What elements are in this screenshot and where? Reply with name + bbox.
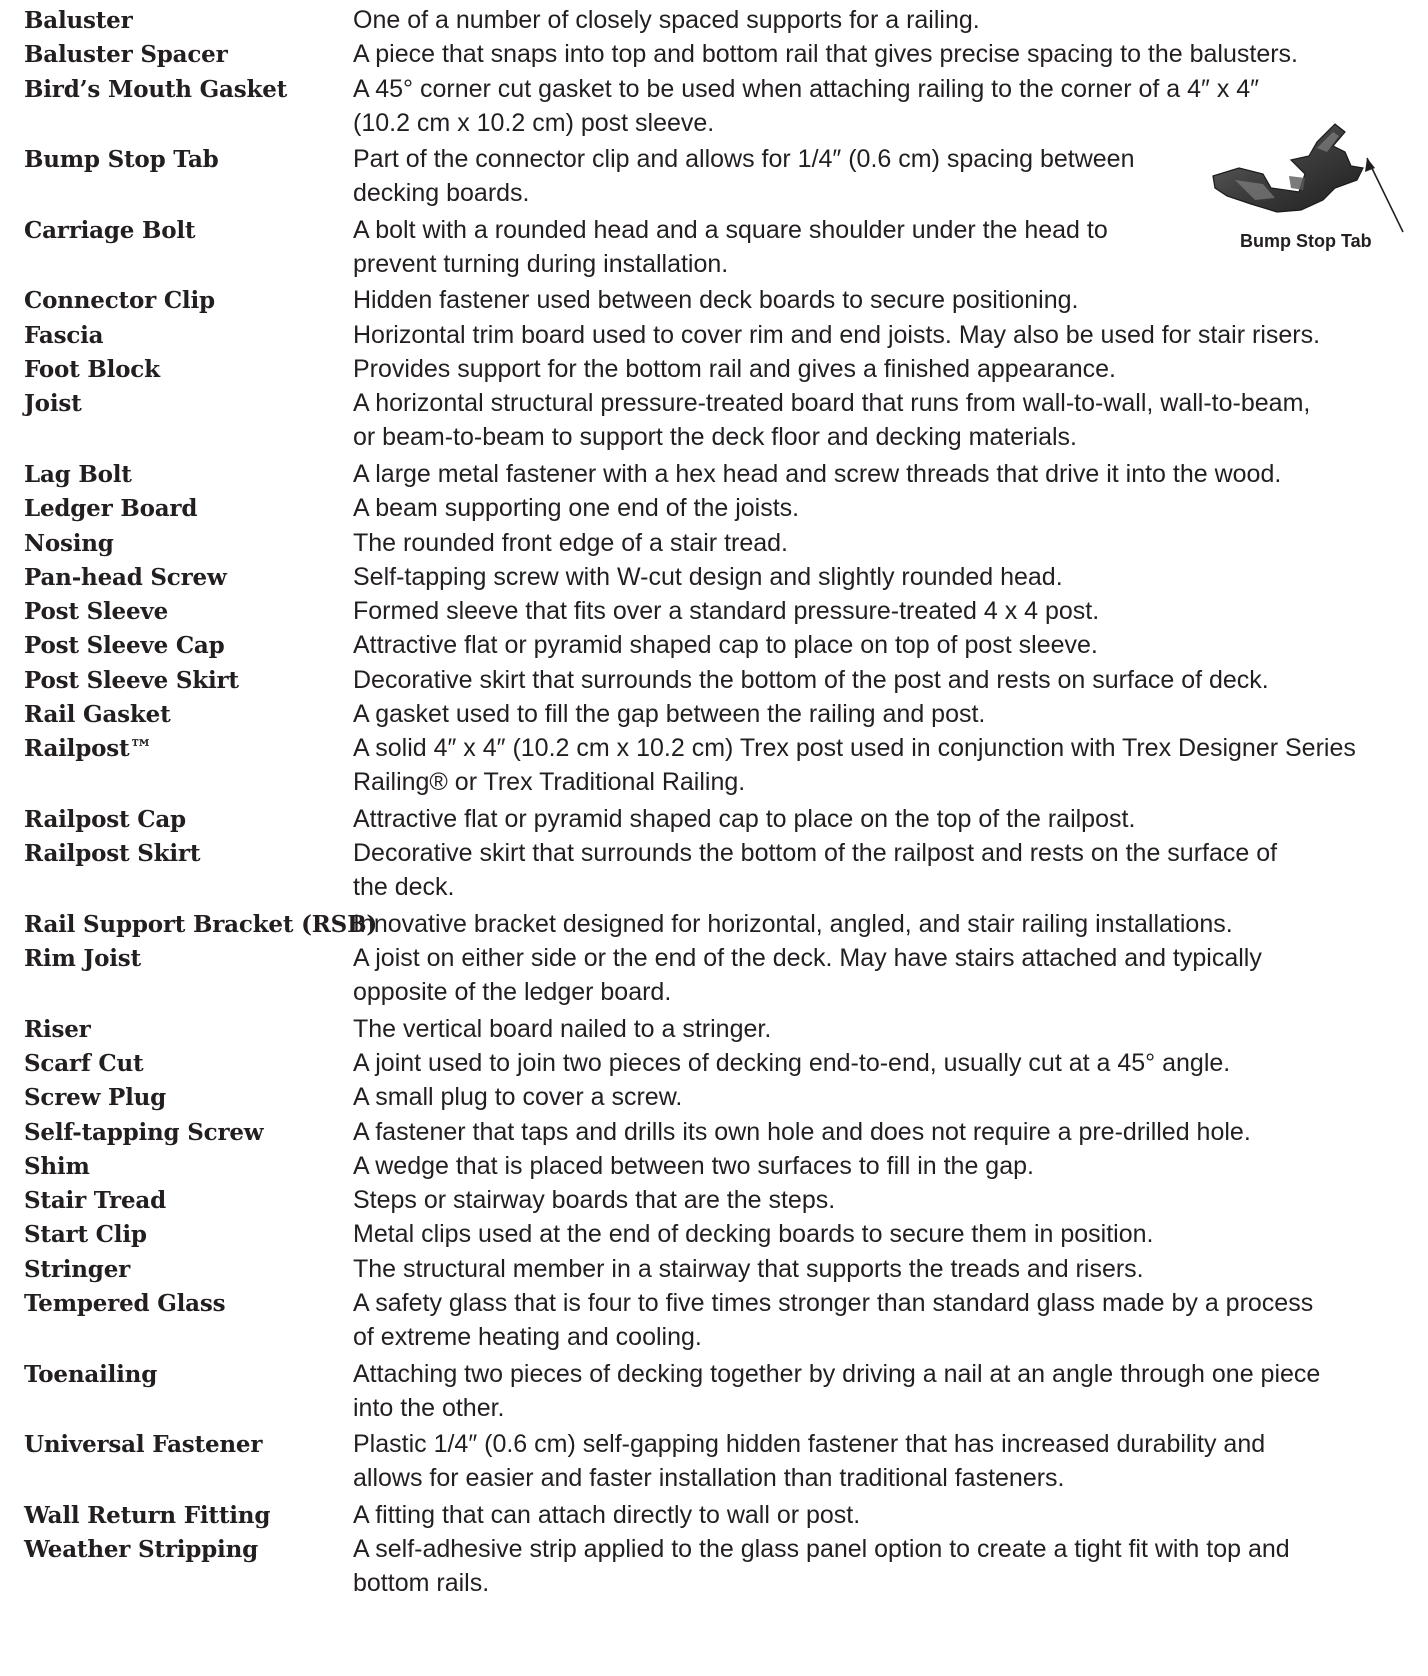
- glossary-term: Ledger Board: [24, 495, 198, 522]
- glossary-term: Stringer: [24, 1256, 131, 1283]
- glossary-term: Lag Bolt: [24, 461, 132, 488]
- glossary-definition-line: or beam-to-beam to support the deck floor and decking materials.: [353, 423, 1077, 451]
- glossary-definition-line: Hidden fastener used between deck boards to secure positioning.: [353, 286, 1079, 314]
- glossary-definition-line: Decorative skirt that surrounds the bottom of the post and rests on surface of deck.: [353, 666, 1269, 694]
- glossary-definition-line: Provides support for the bottom rail and gives a finished appearance.: [353, 355, 1116, 383]
- glossary-definition-line: allows for easier and faster installation than traditional fasteners.: [353, 1464, 1065, 1492]
- glossary-term: Carriage Bolt: [24, 217, 196, 244]
- glossary-definition-line: A self-adhesive strip applied to the glass panel option to create a tight fit with top and: [353, 1535, 1290, 1563]
- glossary-term: Scarf Cut: [24, 1050, 144, 1077]
- figure-caption: Bump Stop Tab: [1240, 231, 1372, 251]
- glossary-term: Shim: [24, 1153, 90, 1180]
- glossary-term: Railpost Cap: [24, 806, 186, 833]
- glossary-term: Self-tapping Screw: [24, 1119, 264, 1146]
- glossary-definition-line: Attractive flat or pyramid shaped cap to place on the top of the railpost.: [353, 805, 1136, 833]
- glossary-term: Foot Block: [24, 356, 160, 383]
- glossary-definition-line: Metal clips used at the end of decking boards to secure them in position.: [353, 1220, 1154, 1248]
- glossary-term: Stair Tread: [24, 1187, 166, 1214]
- glossary-term: Rail Support Bracket (RSB): [24, 911, 378, 938]
- glossary-term: Post Sleeve Skirt: [24, 667, 239, 694]
- glossary-term: Toenailing: [24, 1361, 158, 1388]
- glossary-term: Start Clip: [24, 1221, 147, 1248]
- glossary-definition-line: A large metal fastener with a hex head and screw threads that drive it into the wood.: [353, 460, 1282, 488]
- glossary-definition-line: Part of the connector clip and allows for 1/4″ (0.6 cm) spacing between: [353, 145, 1135, 173]
- glossary-definition-line: A fitting that can attach directly to wall or post.: [353, 1501, 861, 1529]
- glossary-definition-line: Attractive flat or pyramid shaped cap to place on top of post sleeve.: [353, 631, 1098, 659]
- glossary-definition-line: A safety glass that is four to five times stronger than standard glass made by a process: [353, 1289, 1314, 1317]
- glossary-term: Baluster: [24, 7, 133, 34]
- glossary-definition-line: The vertical board nailed to a stringer.: [353, 1015, 772, 1043]
- glossary-definition-line: A 45° corner cut gasket to be used when attaching railing to the corner of a 4″ x 4″: [353, 75, 1260, 103]
- glossary-term: Bird’s Mouth Gasket: [24, 76, 288, 103]
- glossary-definition-line: bottom rails.: [353, 1569, 490, 1597]
- glossary-definition-line: prevent turning during installation.: [353, 250, 729, 278]
- glossary-definition-line: One of a number of closely spaced supports for a railing.: [353, 6, 980, 34]
- glossary-definition-line: The structural member in a stairway that supports the treads and risers.: [353, 1255, 1144, 1283]
- glossary-term: Post Sleeve: [24, 598, 169, 625]
- glossary-definition-line: of extreme heating and cooling.: [353, 1323, 702, 1351]
- glossary-term: Fascia: [24, 322, 104, 349]
- glossary-definition-line: A joint used to join two pieces of decking end-to-end, usually cut at a 45° angle.: [353, 1049, 1231, 1077]
- glossary-term: Railpost™: [24, 735, 153, 762]
- glossary-definition-line: the deck.: [353, 873, 455, 901]
- glossary-definition-line: (10.2 cm x 10.2 cm) post sleeve.: [353, 109, 715, 137]
- glossary-definition-line: into the other.: [353, 1394, 505, 1422]
- glossary-term: Pan-head Screw: [24, 564, 227, 591]
- glossary-definition-line: Innovative bracket designed for horizontal, angled, and stair railing installations.: [353, 910, 1233, 938]
- glossary-term: Bump Stop Tab: [24, 146, 219, 173]
- glossary-term: Joist: [24, 390, 82, 417]
- glossary-term: Riser: [24, 1016, 91, 1043]
- glossary-definition-line: A fastener that taps and drills its own hole and does not require a pre-drilled hole.: [353, 1118, 1251, 1146]
- glossary-definition-line: A solid 4″ x 4″ (10.2 cm x 10.2 cm) Trex post used in conjunction with Trex Designer Series: [353, 734, 1356, 762]
- glossary-definition-line: Formed sleeve that fits over a standard pressure-treated 4 x 4 post.: [353, 597, 1100, 625]
- glossary-definition-line: A beam supporting one end of the joists.: [353, 494, 800, 522]
- glossary-definition-line: opposite of the ledger board.: [353, 978, 672, 1006]
- glossary-term: Screw Plug: [24, 1084, 167, 1111]
- glossary-term: Post Sleeve Cap: [24, 632, 225, 659]
- glossary-definition-line: Plastic 1/4″ (0.6 cm) self-gapping hidden fastener that has increased durability and: [353, 1430, 1266, 1458]
- glossary-definition-line: Decorative skirt that surrounds the bottom of the railpost and rests on the surface of: [353, 839, 1278, 867]
- glossary-definition-line: A small plug to cover a screw.: [353, 1083, 683, 1111]
- glossary-definition-line: A piece that snaps into top and bottom rail that gives precise spacing to the balusters.: [353, 40, 1299, 68]
- glossary-definition-line: A gasket used to fill the gap between the railing and post.: [353, 700, 986, 728]
- glossary-definition-line: decking boards.: [353, 179, 530, 207]
- glossary-definition-line: A bolt with a rounded head and a square shoulder under the head to: [353, 216, 1108, 244]
- glossary-term: Rim Joist: [24, 945, 141, 972]
- glossary-term: Connector Clip: [24, 287, 215, 314]
- glossary-definition-line: Steps or stairway boards that are the steps.: [353, 1186, 836, 1214]
- glossary-definition-line: A wedge that is placed between two surfaces to fill in the gap.: [353, 1152, 1034, 1180]
- glossary-definition-line: Horizontal trim board used to cover rim and end joists. May also be used for stair risers.: [353, 321, 1321, 349]
- glossary-definition-line: A horizontal structural pressure-treated board that runs from wall-to-wall, wall-to-beam,: [353, 389, 1311, 417]
- glossary-term: Wall Return Fitting: [24, 1502, 271, 1529]
- glossary-term: Nosing: [24, 530, 114, 557]
- glossary-definition-line: A joist on either side or the end of the deck. May have stairs attached and typically: [353, 944, 1262, 972]
- glossary-term: Baluster Spacer: [24, 41, 228, 68]
- glossary-definition-line: Self-tapping screw with W-cut design and slightly rounded head.: [353, 563, 1063, 591]
- glossary-term: Rail Gasket: [24, 701, 171, 728]
- glossary-term: Universal Fastener: [24, 1431, 263, 1458]
- glossary-definition-line: Attaching two pieces of decking together by driving a nail at an angle through one piece: [353, 1360, 1321, 1388]
- glossary-definition-line: Railing® or Trex Traditional Railing.: [353, 768, 746, 796]
- glossary-term: Railpost Skirt: [24, 840, 201, 867]
- glossary-term: Weather Stripping: [24, 1536, 258, 1563]
- glossary-definition-line: The rounded front edge of a stair tread.: [353, 529, 788, 557]
- glossary-term: Tempered Glass: [24, 1290, 226, 1317]
